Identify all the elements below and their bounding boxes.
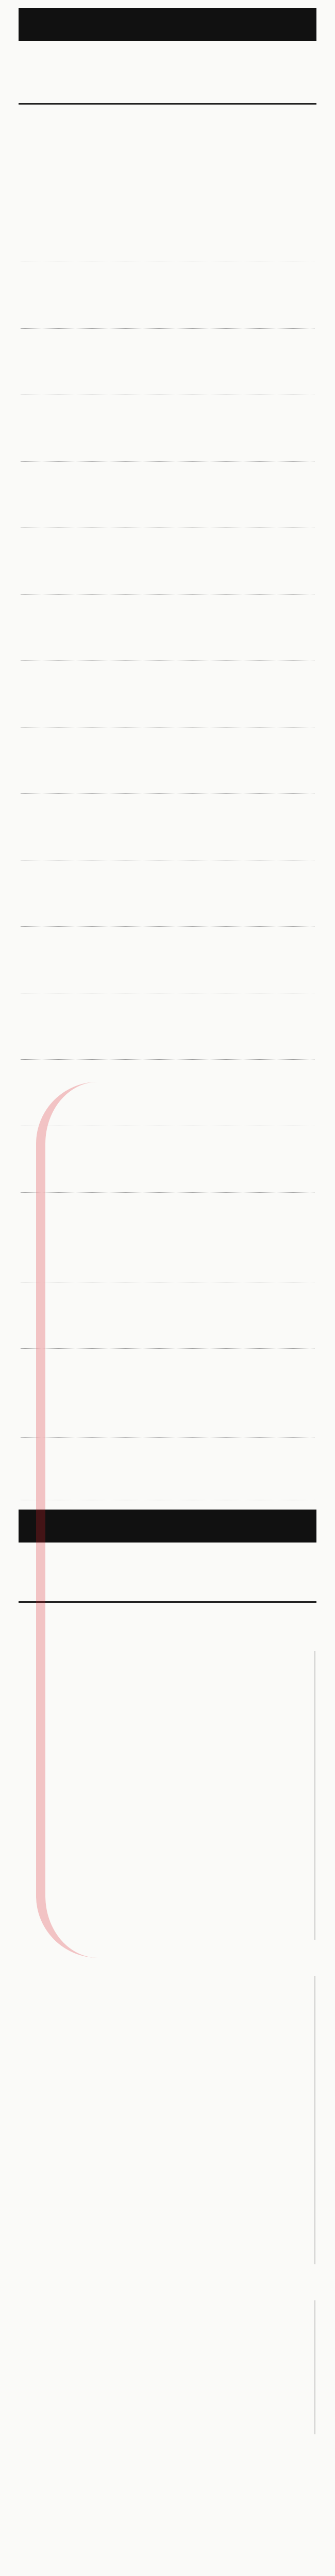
mcq-list <box>21 196 314 1193</box>
mcq-item <box>21 860 314 927</box>
part1-banner <box>19 8 316 41</box>
mcq-item <box>21 196 314 262</box>
part1-note <box>21 111 314 188</box>
mcq-item <box>21 727 314 794</box>
mcq-item <box>21 993 314 1060</box>
q3-heading <box>21 1953 314 1973</box>
mcq-item <box>21 329 314 395</box>
publisher-watermark <box>36 1082 148 1958</box>
mcq-item <box>21 794 314 860</box>
mcq-item <box>21 395 314 462</box>
mcq-item <box>21 927 314 993</box>
q4-parts <box>21 2300 315 2434</box>
section2-note <box>21 2468 314 2488</box>
mcq-item <box>21 262 314 329</box>
mcq-item <box>21 661 314 727</box>
mcq-item <box>21 528 314 595</box>
q4-heading <box>21 2277 314 2298</box>
part1-header-divider <box>19 103 316 105</box>
mcq-item <box>21 595 314 661</box>
q3-parts <box>21 1976 315 2264</box>
section2-questions <box>21 2491 314 2573</box>
mcq-item <box>21 462 314 528</box>
